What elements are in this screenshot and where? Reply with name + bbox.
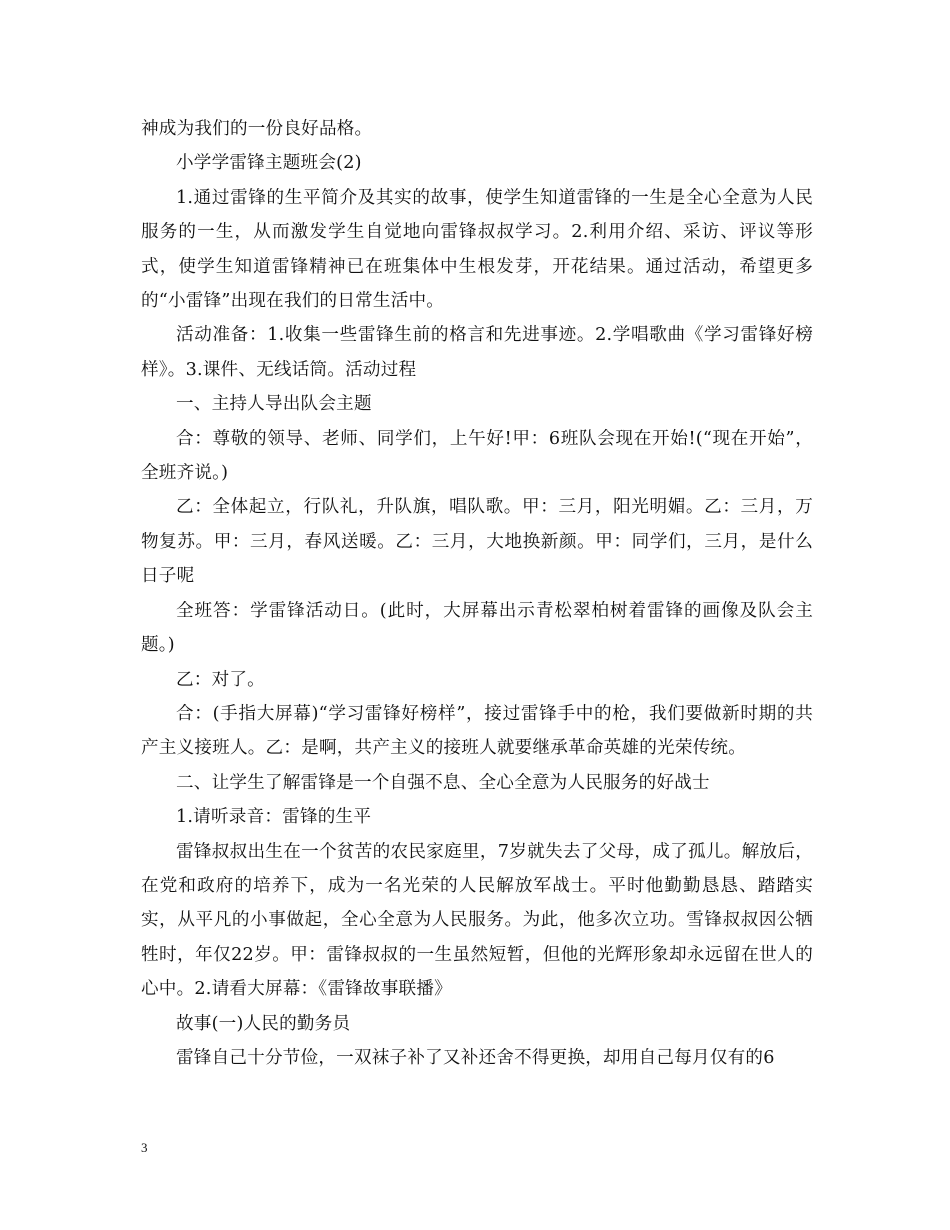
paragraph-recording: 1.请听录音：雷锋的生平 (176, 807, 372, 828)
document-body (141, 112, 813, 1075)
paragraph-class-answer: 全班答：学雷锋活动日。(此时，大屏幕出示青松翠柏树着雷锋的画像及队会主题。) (141, 600, 813, 656)
paragraph-preparation: 活动准备：1.收集一些雷锋生前的格言和先进事迹。2.学唱歌曲《学习雷锋好榜样》。3.课件、无线话筒。活动过程 (141, 325, 813, 380)
paragraph-together: 合：(手指大屏幕)“学习雷锋好榜样”，接过雷锋手中的枪，我们要做新时期的共产主义接班人。乙：是啊，共产主义的接班人就要继承革命英雄的光荣传统。 (141, 703, 813, 759)
heading-story-one: 故事(一)人民的勤务员 (176, 1013, 351, 1034)
section-title-class-meeting: 小学学雷锋主题班会(2) (176, 153, 362, 174)
paragraph-dialogue: 乙：全体起立，行队礼，升队旗，唱队歌。甲：三月，阳光明媚。乙：三月，万物复苏。甲：三月，春风送暖。乙：三月，大地换新颜。甲：同学们，三月，是什么日子呢 (141, 497, 813, 587)
heading-part-two: 二、让学生了解雷锋是一个自强不息、全心全意为人民服务的好战士 (176, 772, 710, 793)
heading-part-one: 一、主持人导出队会主题 (176, 394, 372, 415)
paragraph-reply: 乙：对了。 (176, 669, 265, 690)
paragraph-objectives: 1.通过雷锋的生平简介及其实的故事，使学生知道雷锋的一生是全心全意为人民服务的一生，从而激发学生自觉地向雷锋叔叔学习。2.利用介绍、采访、评议等形式，使学生知道雷锋精神已在班集体中生根发芽，开花结果。通过活动，希望更多的“小雷锋”出现在我们的日常生活中。 (141, 187, 813, 312)
paragraph-biography: 雷锋叔叔出生在一个贫苦的农民家庭里，7岁就失去了父母，成了孤儿。解放后，在党和政府的培养下，成为一名光荣的人民解放军战士。平时他勤勤恳恳、踏踏实实，从平凡的小事做起，全心全意为人民服务。为此，他多次立功。雪锋叔叔因公牺牲时，年仅22岁。甲：雷锋叔叔的一生虽然短暂，但他的光辉形象却永远留在世人的心中。2.请看大屏幕：《雷锋故事联播》 (141, 841, 813, 1000)
paragraph-1: 神成为我们的一份良好品格。 (141, 119, 373, 139)
page-number: 3 (141, 1140, 148, 1155)
paragraph-opening: 合：尊敬的领导、老师、同学们，上午好!甲：6班队会现在开始!(“现在开始”，全班齐说。) (141, 428, 813, 484)
paragraph-story-start: 雷锋自己十分节俭，一双袜子补了又补还舍不得更换，却用自己每月仅有的6 (176, 1047, 775, 1068)
